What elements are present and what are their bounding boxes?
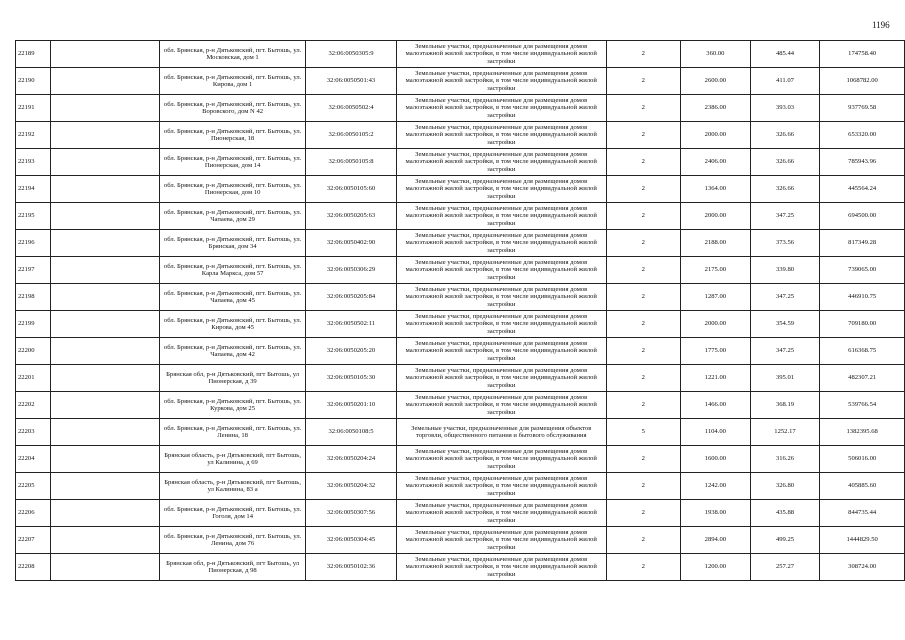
- empty-cell: [50, 419, 159, 446]
- land-use-cell: Земельные участки, предназначенные для размещения домов малоэтажной жилой застройки, в том числе индивидуальной жилой застройки: [396, 230, 606, 257]
- cadastral-number-cell: 32:06:0050204:32: [306, 473, 397, 500]
- area-cell: 2000.00: [681, 122, 751, 149]
- use-group-cell: 2: [606, 554, 680, 581]
- land-use-cell: Земельные участки, предназначенные для размещения домов малоэтажной жилой застройки, в том числе индивидуальной жилой застройки: [396, 41, 606, 68]
- use-group-cell: 5: [606, 419, 680, 446]
- empty-cell: [50, 284, 159, 311]
- specific-value-cell: 368.19: [750, 392, 820, 419]
- cadastral-number-cell: 32:06:0050305:9: [306, 41, 397, 68]
- cadastral-number-cell: 32:06:0050102:36: [306, 554, 397, 581]
- address-cell: обл. Брянская, р-н Дятьковский, пгт. Бытошь, ул. Брянская, дом 34: [160, 230, 306, 257]
- address-cell: обл. Брянская, р-н Дятьковский, пгт. Бытошь, ул. Московская, дом 1: [160, 41, 306, 68]
- cadastral-value-cell: 1382395.68: [820, 419, 905, 446]
- address-cell: обл. Брянская, р-н Дятьковский, пгт. Бытошь, ул. Воровского, дом N 42: [160, 95, 306, 122]
- table-row: [16, 257, 905, 284]
- address-cell: обл. Брянская, р-н Дятьковский, пгт. Бытошь, ул. Кирова, дом 45: [160, 311, 306, 338]
- use-group-cell: 2: [606, 392, 680, 419]
- area-cell: 2000.00: [681, 203, 751, 230]
- area-cell: 1775.00: [681, 338, 751, 365]
- specific-value-cell: 395.01: [750, 365, 820, 392]
- cadastral-value-cell: 616368.75: [820, 338, 905, 365]
- specific-value-cell: 339.80: [750, 257, 820, 284]
- specific-value-cell: 1252.17: [750, 419, 820, 446]
- empty-cell: [50, 446, 159, 473]
- empty-cell: [50, 68, 159, 95]
- land-use-cell: Земельные участки, предназначенные для размещения домов малоэтажной жилой застройки, в том числе индивидуальной жилой застройки: [396, 500, 606, 527]
- specific-value-cell: 485.44: [750, 41, 820, 68]
- cadastral-value-cell: 308724.00: [820, 554, 905, 581]
- cadastral-number-cell: 32:06:0050502:4: [306, 95, 397, 122]
- row-number: 22205: [16, 473, 51, 500]
- row-number: 22206: [16, 500, 51, 527]
- land-use-cell: Земельные участки, предназначенные для размещения домов малоэтажной жилой застройки, в том числе индивидуальной жилой застройки: [396, 95, 606, 122]
- use-group-cell: 2: [606, 446, 680, 473]
- table-row: [16, 446, 905, 473]
- specific-value-cell: 316.26: [750, 446, 820, 473]
- empty-cell: [50, 257, 159, 284]
- address-cell: Брянская обл, р-н Дятьковский, пгт Бытошь, ул Пионерская, д 39: [160, 365, 306, 392]
- address-cell: обл. Брянская, р-н Дятьковский, пгт. Бытошь, ул. Пионерская, дом 10: [160, 176, 306, 203]
- use-group-cell: 2: [606, 95, 680, 122]
- address-cell: обл. Брянская, р-н Дятьковский, пгт. Бытошь, ул. Куркова, дом 25: [160, 392, 306, 419]
- table-row: [16, 284, 905, 311]
- cadastral-value-cell: 709180.00: [820, 311, 905, 338]
- table-row: [16, 149, 905, 176]
- specific-value-cell: 257.27: [750, 554, 820, 581]
- cadastral-value-cell: 694500.00: [820, 203, 905, 230]
- specific-value-cell: 326.66: [750, 176, 820, 203]
- address-cell: обл. Брянская, р-н Дятьковский, пгт. Бытошь, ул. Ленина, 18: [160, 419, 306, 446]
- land-use-cell: Земельные участки, предназначенные для размещения домов малоэтажной жилой застройки, в том числе индивидуальной жилой застройки: [396, 68, 606, 95]
- address-cell: обл. Брянская, р-н Дятьковский, пгт. Бытошь, ул. Гоголя, дом 14: [160, 500, 306, 527]
- cadastral-number-cell: 32:06:0050105:2: [306, 122, 397, 149]
- land-use-cell: Земельные участки, предназначенные для размещения домов малоэтажной жилой застройки, в том числе индивидуальной жилой застройки: [396, 176, 606, 203]
- specific-value-cell: 347.25: [750, 284, 820, 311]
- row-number: 22203: [16, 419, 51, 446]
- land-use-cell: Земельные участки, предназначенные для размещения домов малоэтажной жилой застройки, в том числе индивидуальной жилой застройки: [396, 446, 606, 473]
- cadastral-value-cell: 1068782.00: [820, 68, 905, 95]
- use-group-cell: 2: [606, 500, 680, 527]
- cadastral-value-cell: 405885.60: [820, 473, 905, 500]
- land-use-cell: Земельные участки, предназначенные для размещения домов малоэтажной жилой застройки, в том числе индивидуальной жилой застройки: [396, 257, 606, 284]
- specific-value-cell: 393.03: [750, 95, 820, 122]
- area-cell: 2894.00: [681, 527, 751, 554]
- area-cell: 1600.00: [681, 446, 751, 473]
- specific-value-cell: 435.88: [750, 500, 820, 527]
- row-number: 22202: [16, 392, 51, 419]
- area-cell: 1466.00: [681, 392, 751, 419]
- empty-cell: [50, 95, 159, 122]
- specific-value-cell: 326.66: [750, 122, 820, 149]
- row-number: 22208: [16, 554, 51, 581]
- empty-cell: [50, 176, 159, 203]
- row-number: 22199: [16, 311, 51, 338]
- specific-value-cell: 373.56: [750, 230, 820, 257]
- specific-value-cell: 411.07: [750, 68, 820, 95]
- row-number: 22204: [16, 446, 51, 473]
- area-cell: 2188.00: [681, 230, 751, 257]
- address-cell: обл. Брянская, р-н Дятьковский, пгт. Бытошь, ул. Чапаева, дом 45: [160, 284, 306, 311]
- empty-cell: [50, 527, 159, 554]
- area-cell: 2175.00: [681, 257, 751, 284]
- land-use-cell: Земельные участки, предназначенные для размещения домов малоэтажной жилой застройки, в том числе индивидуальной жилой застройки: [396, 149, 606, 176]
- table-row: [16, 365, 905, 392]
- cadastral-number-cell: 32:06:0050105:8: [306, 149, 397, 176]
- cadastral-value-cell: 653320.00: [820, 122, 905, 149]
- row-number: 22194: [16, 176, 51, 203]
- area-cell: 1938.00: [681, 500, 751, 527]
- address-cell: обл. Брянская, р-н Дятьковский, пгт. Бытошь, ул. Пионерская, 18: [160, 122, 306, 149]
- land-use-cell: Земельные участки, предназначенные для размещения домов малоэтажной жилой застройки, в том числе индивидуальной жилой застройки: [396, 203, 606, 230]
- area-cell: 1200.00: [681, 554, 751, 581]
- cadastral-value-cell: 739065.00: [820, 257, 905, 284]
- cadastral-number-cell: 32:06:0050502:11: [306, 311, 397, 338]
- row-number: 22198: [16, 284, 51, 311]
- use-group-cell: 2: [606, 41, 680, 68]
- cadastral-number-cell: 32:06:0050204:24: [306, 446, 397, 473]
- table-body: [16, 41, 905, 581]
- use-group-cell: 2: [606, 68, 680, 95]
- land-use-cell: Земельные участки, предназначенные для размещения домов малоэтажной жилой застройки, в том числе индивидуальной жилой застройки: [396, 311, 606, 338]
- page-number: 1196: [872, 20, 890, 30]
- empty-cell: [50, 392, 159, 419]
- address-cell: обл. Брянская, р-н Дятьковский, пгт. Бытошь, ул. Ленина, дом 76: [160, 527, 306, 554]
- cadastral-value-cell: 937769.58: [820, 95, 905, 122]
- row-number: 22196: [16, 230, 51, 257]
- land-use-cell: Земельные участки, предназначенные для размещения домов малоэтажной жилой застройки, в том числе индивидуальной жилой застройки: [396, 554, 606, 581]
- table-row: [16, 392, 905, 419]
- row-number: 22192: [16, 122, 51, 149]
- empty-cell: [50, 554, 159, 581]
- cadastral-number-cell: 32:06:0050205:84: [306, 284, 397, 311]
- row-number: 22193: [16, 149, 51, 176]
- use-group-cell: 2: [606, 311, 680, 338]
- address-cell: обл. Брянская, р-н Дятьковский, пгт. Бытошь, ул. Кирова, дом 1: [160, 68, 306, 95]
- row-number: 22191: [16, 95, 51, 122]
- empty-cell: [50, 311, 159, 338]
- area-cell: 1104.00: [681, 419, 751, 446]
- table-row: [16, 527, 905, 554]
- use-group-cell: 2: [606, 230, 680, 257]
- specific-value-cell: 354.59: [750, 311, 820, 338]
- cadastral-number-cell: 32:06:0050307:56: [306, 500, 397, 527]
- table-row: [16, 95, 905, 122]
- land-use-cell: Земельные участки, предназначенные для размещения домов малоэтажной жилой застройки, в том числе индивидуальной жилой застройки: [396, 365, 606, 392]
- cadastral-value-cell: 1444829.50: [820, 527, 905, 554]
- cadastral-number-cell: 32:06:0050306:29: [306, 257, 397, 284]
- row-number: 22195: [16, 203, 51, 230]
- land-use-cell: Земельные участки, предназначенные для размещения объектов торговли, общественного питания и бытового обслуживания: [396, 419, 606, 446]
- area-cell: 2600.00: [681, 68, 751, 95]
- address-cell: Брянская обл, р-н Дятьковский, пгт Бытошь, ул Пионерская, д 98: [160, 554, 306, 581]
- specific-value-cell: 326.66: [750, 149, 820, 176]
- area-cell: 1287.00: [681, 284, 751, 311]
- row-number: 22207: [16, 527, 51, 554]
- cadastral-value-cell: 174758.40: [820, 41, 905, 68]
- row-number: 22197: [16, 257, 51, 284]
- cadastral-value-cell: 785943.96: [820, 149, 905, 176]
- empty-cell: [50, 122, 159, 149]
- empty-cell: [50, 230, 159, 257]
- empty-cell: [50, 41, 159, 68]
- empty-cell: [50, 365, 159, 392]
- land-use-cell: Земельные участки, предназначенные для размещения домов малоэтажной жилой застройки, в том числе индивидуальной жилой застройки: [396, 284, 606, 311]
- table-row: [16, 473, 905, 500]
- use-group-cell: 2: [606, 203, 680, 230]
- area-cell: 360.00: [681, 41, 751, 68]
- cadastral-value-cell: 482307.21: [820, 365, 905, 392]
- cadastral-value-cell: 844735.44: [820, 500, 905, 527]
- area-cell: 1364.00: [681, 176, 751, 203]
- cadastral-value-cell: 817349.28: [820, 230, 905, 257]
- empty-cell: [50, 338, 159, 365]
- row-number: 22189: [16, 41, 51, 68]
- area-cell: 2406.00: [681, 149, 751, 176]
- cadastral-number-cell: 32:06:0050105:60: [306, 176, 397, 203]
- address-cell: обл. Брянская, р-н Дятьковский, пгт. Бытошь, ул. Чапаева, дом 42: [160, 338, 306, 365]
- table-row: [16, 554, 905, 581]
- cadastral-number-cell: 32:06:0050205:63: [306, 203, 397, 230]
- area-cell: 2386.00: [681, 95, 751, 122]
- cadastral-value-cell: 446910.75: [820, 284, 905, 311]
- use-group-cell: 2: [606, 473, 680, 500]
- use-group-cell: 2: [606, 284, 680, 311]
- area-cell: 2000.00: [681, 311, 751, 338]
- table-row: [16, 419, 905, 446]
- cadastral-value-table: [15, 40, 905, 581]
- table-row: [16, 203, 905, 230]
- use-group-cell: 2: [606, 257, 680, 284]
- empty-cell: [50, 500, 159, 527]
- specific-value-cell: 347.25: [750, 203, 820, 230]
- area-cell: 1221.00: [681, 365, 751, 392]
- cadastral-value-cell: 539766.54: [820, 392, 905, 419]
- empty-cell: [50, 203, 159, 230]
- use-group-cell: 2: [606, 176, 680, 203]
- table-row: [16, 68, 905, 95]
- table-row: [16, 311, 905, 338]
- cadastral-number-cell: 32:06:0050205:20: [306, 338, 397, 365]
- cadastral-value-cell: 445564.24: [820, 176, 905, 203]
- cadastral-value-cell: 506016.00: [820, 446, 905, 473]
- cadastral-number-cell: 32:06:0050501:43: [306, 68, 397, 95]
- address-cell: обл. Брянская, р-н Дятьковский, пгт. Бытошь, ул. Карла Маркса, дом 57: [160, 257, 306, 284]
- empty-cell: [50, 473, 159, 500]
- empty-cell: [50, 149, 159, 176]
- use-group-cell: 2: [606, 149, 680, 176]
- use-group-cell: 2: [606, 527, 680, 554]
- land-use-cell: Земельные участки, предназначенные для размещения домов малоэтажной жилой застройки, в том числе индивидуальной жилой застройки: [396, 392, 606, 419]
- table-row: [16, 176, 905, 203]
- cadastral-number-cell: 32:06:0050304:45: [306, 527, 397, 554]
- table-row: [16, 41, 905, 68]
- land-use-cell: Земельные участки, предназначенные для размещения домов малоэтажной жилой застройки, в том числе индивидуальной жилой застройки: [396, 527, 606, 554]
- table-row: [16, 122, 905, 149]
- use-group-cell: 2: [606, 122, 680, 149]
- cadastral-number-cell: 32:06:0050402:90: [306, 230, 397, 257]
- land-use-cell: Земельные участки, предназначенные для размещения домов малоэтажной жилой застройки, в том числе индивидуальной жилой застройки: [396, 338, 606, 365]
- table-row: [16, 230, 905, 257]
- row-number: 22201: [16, 365, 51, 392]
- specific-value-cell: 347.25: [750, 338, 820, 365]
- use-group-cell: 2: [606, 338, 680, 365]
- area-cell: 1242.00: [681, 473, 751, 500]
- table-row: [16, 500, 905, 527]
- address-cell: Брянская область, р-н Дятьковский, пгт Бытошь, ул Калинина, д 69: [160, 446, 306, 473]
- cadastral-number-cell: 32:06:0050105:30: [306, 365, 397, 392]
- row-number: 22190: [16, 68, 51, 95]
- use-group-cell: 2: [606, 365, 680, 392]
- address-cell: Брянская область, р-н Дятьковский, пгт Бытошь, ул Калинина, 83 а: [160, 473, 306, 500]
- row-number: 22200: [16, 338, 51, 365]
- land-use-cell: Земельные участки, предназначенные для размещения домов малоэтажной жилой застройки, в том числе индивидуальной жилой застройки: [396, 122, 606, 149]
- cadastral-number-cell: 32:06:0050201:10: [306, 392, 397, 419]
- address-cell: обл. Брянская, р-н Дятьковский, пгт. Бытошь, ул. Чапаева, дом 29: [160, 203, 306, 230]
- table-row: [16, 338, 905, 365]
- specific-value-cell: 326.80: [750, 473, 820, 500]
- address-cell: обл. Брянская, р-н Дятьковский, пгт. Бытошь, ул. Пионерская, дом 14: [160, 149, 306, 176]
- cadastral-number-cell: 32:06:0050108:5: [306, 419, 397, 446]
- specific-value-cell: 499.25: [750, 527, 820, 554]
- land-use-cell: Земельные участки, предназначенные для размещения домов малоэтажной жилой застройки, в том числе индивидуальной жилой застройки: [396, 473, 606, 500]
